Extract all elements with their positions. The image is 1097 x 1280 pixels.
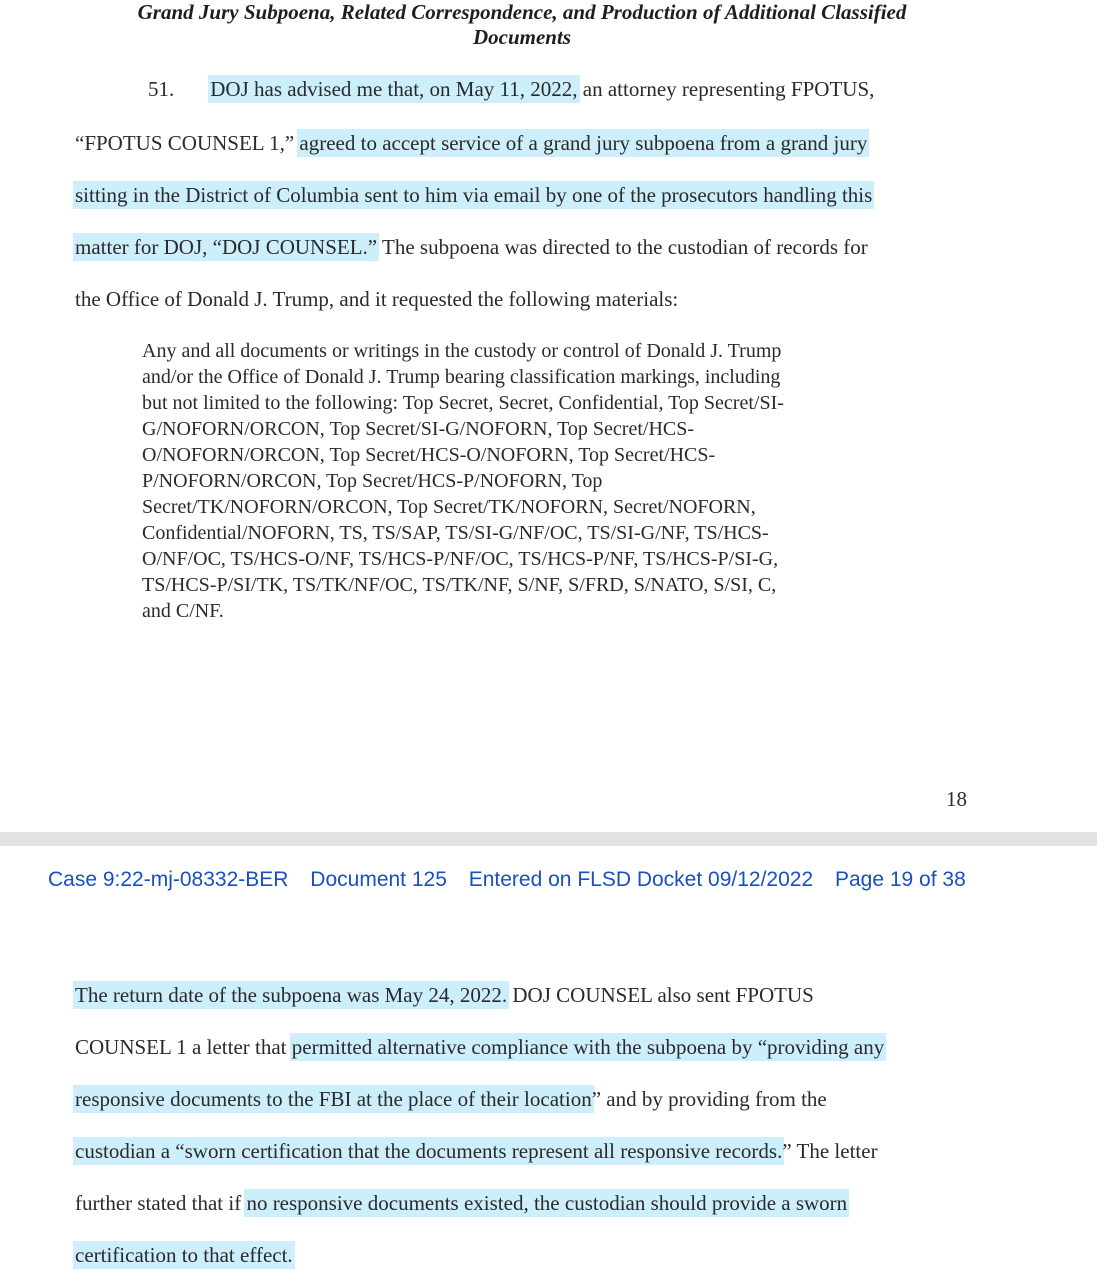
highlighted-text: certification to that effect.: [75, 1243, 293, 1267]
plain-text: “FPOTUS COUNSEL 1,”: [75, 131, 300, 155]
case-number: Case 9:22-mj-08332-BER: [48, 868, 289, 891]
highlighted-text: agreed to accept service of a grand jury subpoena from a grand jury: [299, 131, 868, 155]
highlighted-text: DOJ has advised me that, on May 11, 2022,: [210, 77, 578, 101]
page-19-line-3: [75, 1086, 827, 1112]
page-19-line-6: [75, 1242, 293, 1268]
plain-text: ” and by providing from the: [591, 1087, 827, 1111]
highlighted-text: permitted alternative compliance with the subpoena by “providing any: [291, 1035, 885, 1059]
page-number: 18: [946, 787, 967, 811]
plain-text: DOJ COUNSEL also sent FPOTUS: [507, 983, 814, 1007]
page-19-line-2: [75, 1034, 884, 1060]
page-19-line-5: [75, 1190, 847, 1216]
paragraph-51-line-5: [75, 286, 678, 312]
plain-text: the Office of Donald J. Trump, and it requested the following materials:: [75, 287, 679, 311]
paragraph-51-line-2: [75, 130, 867, 156]
page-count: Page 19 of 38: [834, 868, 966, 891]
plain-text: ” The letter: [782, 1139, 878, 1163]
heading-line-1: Grand Jury Subpoena, Related Correspondence, and Production of Additional Classified: [137, 0, 907, 24]
paragraph-51-line-1: [148, 76, 874, 102]
paragraph-51-line-4: [75, 234, 868, 260]
plain-text: further stated that if: [75, 1191, 247, 1215]
highlighted-text: no responsive documents existed, the custodian should provide a sworn: [246, 1191, 848, 1215]
heading-line-2: Documents: [472, 25, 571, 49]
highlighted-text: custodian a “sworn certification that the documents represent all responsive records.: [75, 1139, 783, 1163]
entered-date: Entered on FLSD Docket 09/12/2022: [468, 868, 814, 891]
highlighted-text: The return date of the subpoena was May 24, 2022.: [75, 983, 508, 1007]
plain-text: The subpoena was directed to the custodian of records for: [377, 235, 868, 259]
paragraph-number: 51.: [148, 77, 175, 101]
page-19-line-1: [75, 982, 814, 1008]
highlighted-text: sitting in the District of Columbia sent to him via email by one of the prosecutors handling this: [75, 183, 873, 207]
section-heading: [0, 0, 1044, 50]
highlighted-text: responsive documents to the FBI at the place of their location: [75, 1087, 592, 1111]
page-divider: [0, 832, 1097, 846]
docket-header: [48, 866, 982, 894]
plain-text: an attorney representing FPOTUS,: [577, 77, 875, 101]
highlighted-text: matter for DOJ, “DOJ COUNSEL.”: [75, 235, 378, 259]
document-number: Document 125: [310, 868, 447, 891]
paragraph-51-line-3: [75, 182, 872, 208]
page-19-line-4: [75, 1138, 878, 1164]
subpoena-block-quote: Any and all documents or writings in the custody or control of Donald J. Trump and/or the Office of Donald J. Trump bearing classification markings, including but not limited to the following: Top Secret, Secret, Confidential, Top Secret/SI- G/NOFORN/ORCON, Top Secret/SI-G/NOFORN, Top Secret/HCS- O/NOFORN/ORCON, Top Secret/HCS-O/NOFORN, Top Secret/HCS- P/NOFORN/ORCON, Top Secret/HCS-P/NOFORN, Top Secret/TK/NOFORN/ORCON, Top Secret/TK/NOFORN, Secret/NOFORN, Confidential/NOFORN, TS, TS/SAP, TS/SI-G/NF/OC, TS/SI-G/NF, TS/HCS- O/NF/OC, TS/HCS-O/NF, TS/HCS-P/NF/OC, TS/HCS-P/NF, TS/HCS-P/SI-G, TS/HCS-P/SI/TK, TS/TK/NF/OC, TS/TK/NF, S/NF, S/FRD, S/NATO, S/SI, C, and C/NF.: [142, 340, 784, 622]
plain-text: COUNSEL 1 a letter that: [75, 1035, 292, 1059]
